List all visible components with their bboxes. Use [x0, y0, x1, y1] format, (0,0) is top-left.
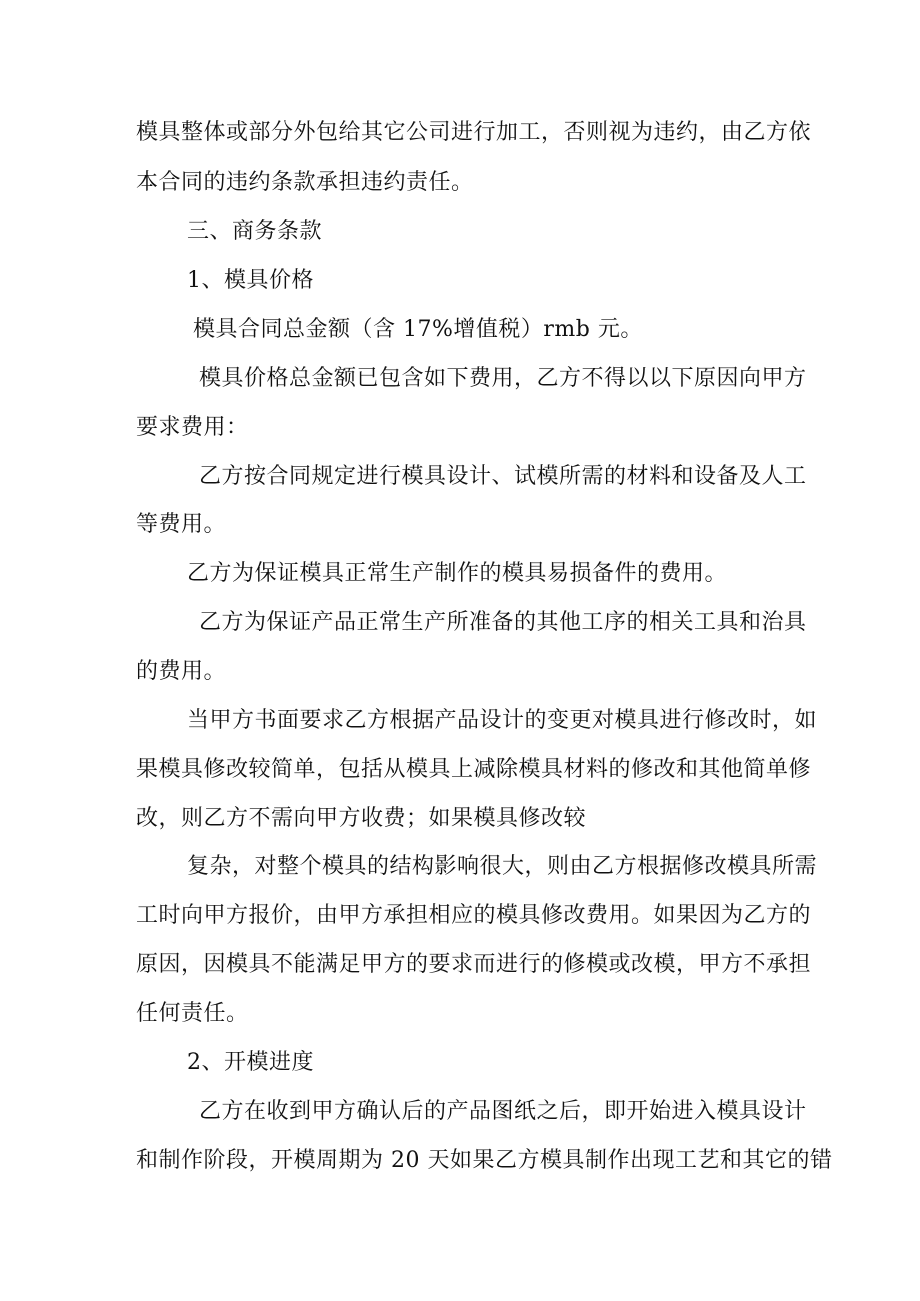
text-line-10: 乙方为保证模具正常生产制作的模具易损备件的费用。: [187, 561, 728, 586]
text-line-18: 原因，因模具不能满足甲方的要求而进行的修模或改模，甲方不承担: [136, 952, 812, 977]
subheading-mold-schedule: 2、开模进度: [187, 1050, 314, 1075]
text-line-12: 的费用。: [136, 659, 227, 684]
text-line-9: 等费用。: [136, 512, 227, 537]
text-line-16: 复杂，对整个模具的结构影响很大，则由乙方根据修改模具所需: [187, 854, 818, 879]
text-line-11: 乙方为保证产品正常生产所准备的其他工序的相关工具和治具: [199, 610, 807, 635]
text-line-1: 模具整体或部分外包给其它公司进行加工，否则视为违约，由乙方依: [136, 120, 812, 145]
text-line-5: 模具合同总金额（含 17%增值税）rmb 元。: [193, 317, 643, 342]
text-line-14: 果模具修改较简单，包括从模具上减除模具材料的修改和其他简单修: [136, 757, 812, 782]
text-line-6: 模具价格总金额已包含如下费用，乙方不得以以下原因向甲方: [199, 366, 807, 391]
section-heading-commercial-terms: 三、商务条款: [187, 219, 323, 244]
text-line-8: 乙方按合同规定进行模具设计、试模所需的材料和设备及人工: [199, 464, 807, 489]
text-line-17: 工时向甲方报价，由甲方承担相应的模具修改费用。如果因为乙方的: [136, 903, 812, 928]
text-line-21: 乙方在收到甲方确认后的产品图纸之后，即开始进入模具设计: [199, 1099, 807, 1124]
text-line-19: 任何责任。: [136, 1001, 249, 1026]
text-line-13: 当甲方书面要求乙方根据产品设计的变更对模具进行修改时，如: [187, 708, 818, 733]
subheading-mold-price: 1、模具价格: [187, 268, 314, 293]
text-line-2: 本合同的违约条款承担违约责任。: [136, 170, 474, 195]
text-line-7: 要求费用：: [136, 415, 249, 440]
text-line-15: 改，则乙方不需向甲方收费；如果模具修改较: [136, 806, 587, 831]
text-line-22: 和制作阶段，开模周期为 20 天如果乙方模具制作出现工艺和其它的错: [136, 1148, 833, 1173]
